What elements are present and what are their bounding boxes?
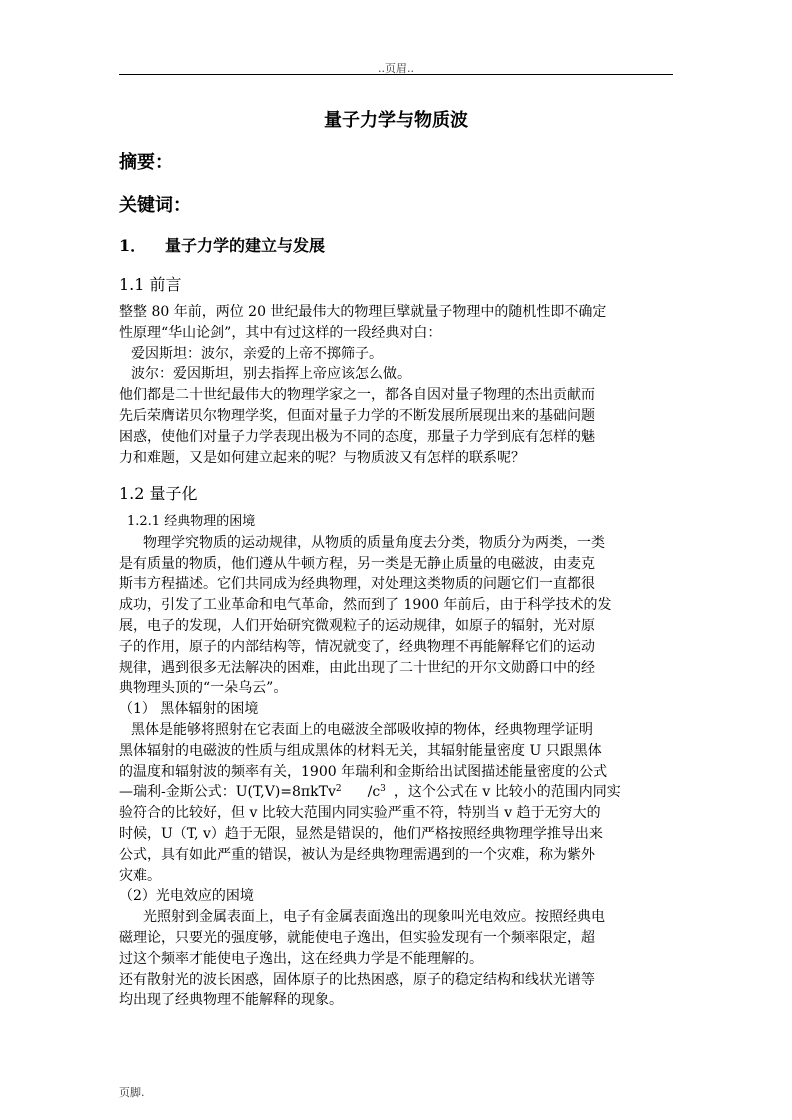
subsection-1-1-heading: 1.1 前言 <box>119 275 182 294</box>
photoelectric-heading: （2）光电效应的困境 <box>119 888 254 905</box>
text-line: 典物理头顶的“一朵乌云”。 <box>119 680 288 697</box>
section-1-heading <box>119 233 325 256</box>
page-header: ..页眉.. <box>378 62 414 75</box>
text-line: 黑体是能够将照射在它表面上的电磁波全部吸收掉的物体，经典物理学证明 <box>131 721 593 738</box>
text-line: 斯韦方程描述。它们共同成为经典物理，对处理这类物质的问题它们一直都很 <box>119 576 595 593</box>
text-line: 是有质量的物质，他们遵从牛顿方程，另一类是无静止质量的电磁波，由麦克 <box>119 555 595 572</box>
text-line: 灾难。 <box>119 867 161 884</box>
text-line: 物理学究物质的运动规律，从物质的质量角度去分类，物质分为两类，一类 <box>143 534 605 551</box>
text-line: 先后荣膺诺贝尔物理学奖，但面对量子力学的不断发展所展现出来的基础问题 <box>119 407 595 424</box>
formula-superscript: 3 <box>380 784 386 795</box>
text-line: 整整 80 年前，两位 20 世纪最伟大的物理巨擘就量子物理中的随机性即不确定 <box>119 304 607 320</box>
text-line: 的温度和辐射波的频率有关，1900 年瑞利和金斯给出试图描述能量密度的公式 <box>119 763 608 780</box>
text-line: 过这个频率才能使电子逸出，这在经典力学是不能理解的。 <box>119 950 483 967</box>
preface-paragraph <box>119 302 679 468</box>
document-title: 量子力学与物质波 <box>324 110 468 131</box>
formula-superscript: 2 <box>335 784 342 795</box>
formula-text: /c <box>367 784 381 801</box>
text-line: 爱因斯坦：波尔，亲爱的上帝不掷筛子。 <box>131 345 383 362</box>
abstract-label: 摘要： <box>119 152 173 173</box>
keywords-label: 关键词： <box>119 195 191 216</box>
text-line: 验符合的比较好，但 v 比较大范围内同实验严重不符，特别当 v 趋于无穷大的 <box>119 805 601 822</box>
text-line: 力和难题，又是如何建立起来的呢？与物质波又有怎样的联系呢？ <box>119 449 525 466</box>
blackbody-heading: （1） 黑体辐射的困境 <box>119 701 259 718</box>
text-line: 磁理论，只要光的强度够，就能使电子逸出，但实验发现有一个频率限定，超 <box>119 929 595 946</box>
text-line: 还有散射光的波长困惑，固体原子的比热困惑，原子的稳定结构和线状光谱等 <box>119 971 595 988</box>
text-line: 公式，具有如此严重的错误，被认为是经典物理需遇到的一个灾难，称为紫外 <box>119 846 595 863</box>
section-1-number: 1． <box>119 236 147 255</box>
text-line: 子的作用，原子的内部结构等，情况就变了，经典物理不再能解释它们的运动 <box>119 638 595 655</box>
page-footer: 页脚. <box>119 1086 145 1099</box>
subsection-1-2-heading: 1.2 量子化 <box>119 484 198 503</box>
text-line: 困惑，使他们对量子力学表现出极为不同的态度，那量子力学到底有怎样的魅 <box>119 428 595 445</box>
formula-text: —瑞利-金斯公式：U(T,V)=8πkTv <box>119 784 336 801</box>
section-1-title: 量子力学的建立与发展 <box>165 236 326 255</box>
text-line: 波尔：爱因斯坦，别去指挥上帝应该怎么做。 <box>131 366 411 383</box>
text-line: 时候，U（T, v）趋于无限，显然是错误的，他们严格按照经典物理学推导出来 <box>119 825 603 842</box>
text-line: 性原理“华山论剑”，其中有过这样的一段经典对白： <box>119 324 442 341</box>
text-line: 他们都是二十世纪最伟大的物理学家之一，都各自因对量子物理的杰出贡献而 <box>119 387 595 404</box>
text-line: 展，电子的发现，人们开始研究微观粒子的运动规律，如原子的辐射，光对原 <box>119 617 595 634</box>
formula-line <box>119 782 679 803</box>
subsubsection-heading: 1.2.1 经典物理的困境 <box>127 514 256 529</box>
text-line: 光照射到金属表面上，电子有金属表面逸出的现象叫光电效应。按照经典电 <box>143 909 605 926</box>
text-line: 均出现了经典物理不能解释的现象。 <box>119 992 343 1009</box>
formula-text: ，这个公式在 v 比较小的范围内同实 <box>393 784 621 801</box>
quantization-body <box>119 512 679 1011</box>
text-line: 成功，引发了工业革命和电气革命，然而到了 1900 年前后，由于科学技术的发 <box>119 597 612 614</box>
text-line: 黑体辐射的电磁波的性质与组成黑体的材料无关，其辐射能量密度 U 只跟黑体 <box>119 742 602 759</box>
header-divider <box>119 74 673 75</box>
text-line: 规律，遇到很多无法解决的困难，由此出现了二十世纪的开尔文勋爵口中的经 <box>119 659 595 676</box>
